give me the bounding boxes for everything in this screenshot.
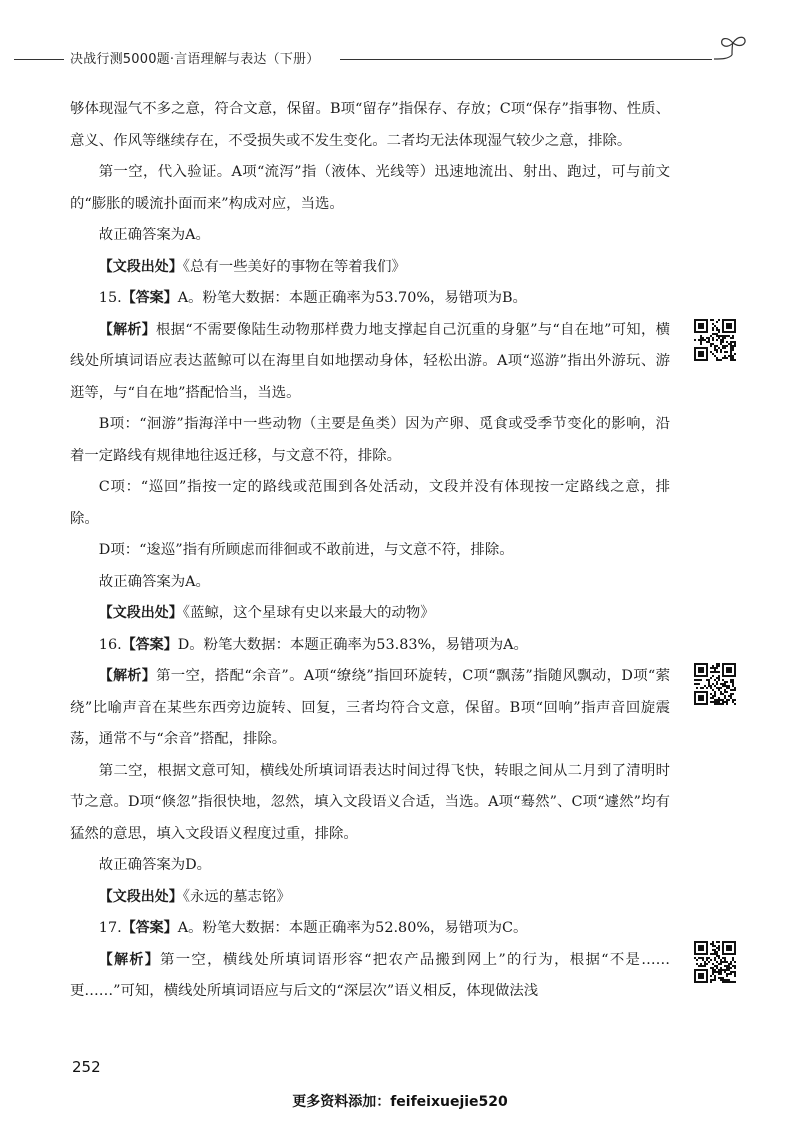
- header-rule-left: [14, 59, 64, 60]
- answer-label: 【答案】: [121, 920, 178, 936]
- answer-text-17: A。粉笔大数据：本题正确率为52.80%，易错项为C。: [177, 920, 528, 936]
- question-number-17: 17.: [98, 920, 122, 936]
- paragraph-conclusion: 故正确答案为A。: [98, 227, 210, 243]
- analysis-text-15: 根据“不需要像陆生动物那样费力地支撑起自己沉重的身躯”与“自在地”可知，横线处所填词语应表达蓝鲸可以在海里自如地摆动身体，轻松出游。A项“巡游”指出外游玩、游逛等，与“自在地”搭配恰当，当选。: [70, 321, 670, 401]
- analysis-label: 【解析】: [98, 951, 161, 968]
- paragraph-conclusion: 故正确答案为D。: [98, 857, 212, 873]
- answer-label: 【答案】: [121, 290, 178, 306]
- source-label: 【文段出处】: [98, 258, 183, 275]
- analysis-label: 【解析】: [98, 321, 156, 338]
- answer-text-15: A。粉笔大数据：本题正确率为53.70%，易错项为B。: [177, 290, 527, 306]
- paragraph-second-blank: 第二空，根据文意可知，横线处所填词语表达时间过得飞快，转眼之间从二月到了清明时节之意。D项“倏忽”指很快地，忽然，填入文段语义合适，当选。A项“蓦然”、C项“遽然”均有猛然的意思，填入文段语义程度过重，排除。: [70, 762, 670, 842]
- analysis-text-16: 第一空，搭配“余音”。A项“缭绕”指回环旋转，C项“飘荡”指随风飘动，D项“萦绕”比喻声音在某些东西旁边旋转、回复，三者均符合文意，保留。B项“回响”指声音回旋震荡，通常不与“余音”搭配，排除。: [70, 668, 670, 747]
- answer-line-17: [70, 913, 670, 945]
- source-line: [70, 252, 670, 284]
- answer-label: 【答案】: [121, 636, 178, 653]
- source-line: [70, 598, 670, 630]
- source-label: 【文段出处】: [98, 888, 183, 905]
- source-line: [70, 882, 670, 914]
- analysis-paragraph-15: [70, 315, 670, 410]
- footer-note: 更多资料添加：feifeixuejie520: [292, 1094, 508, 1110]
- answer-explanations: [70, 94, 670, 1008]
- source-title: 《蓝鲸，这个星球有史以来最大的动物》: [182, 605, 435, 621]
- qr-code-icon[interactable]: [693, 662, 737, 706]
- header-rule-right: [340, 59, 712, 60]
- paragraph-conclusion: 故正确答案为A。: [98, 573, 210, 590]
- option-c-paragraph: C项：“巡回”指按一定的路线或范围到各处活动，文段并没有体现按一定路线之意，排除。: [70, 479, 670, 527]
- qr-code-icon[interactable]: [693, 940, 737, 984]
- sprout-icon: [712, 34, 752, 68]
- source-title: 《总有一些美好的事物在等着我们》: [182, 258, 406, 275]
- answer-line-15: [70, 283, 670, 315]
- page-number: 252: [72, 1058, 101, 1076]
- question-number-15: 15.: [98, 290, 122, 306]
- qr-code-icon[interactable]: [693, 318, 737, 362]
- option-d-paragraph: D项：“逡巡”指有所顾虑而徘徊或不敢前进，与文意不符，排除。: [98, 542, 514, 558]
- analysis-paragraph-16: [70, 661, 670, 756]
- source-label: 【文段出处】: [98, 605, 183, 621]
- answer-text-16: D。粉笔大数据：本题正确率为53.83%，易错项为A。: [177, 636, 528, 653]
- question-number-16: 16.: [98, 636, 122, 653]
- header-title: 决战行测5000题·言语理解与表达（下册）: [70, 52, 320, 67]
- analysis-text-17: 第一空，横线处所填词语形容“把农产品搬到网上”的行为，根据“不是……更……”可知，横线处所填词语应与后文的“深层次”语义相反，体现做法浅: [70, 951, 671, 999]
- analysis-label: 【解析】: [98, 668, 157, 684]
- analysis-paragraph-17: [70, 945, 670, 1008]
- answer-line-16: [70, 630, 670, 662]
- page-header: [0, 26, 800, 66]
- paragraph-continued: 够体现湿气不多之意，符合文意，保留。B项“留存”指保存、存放；C项“保存”指事物、性质、意义、作风等继续存在，不受损失或不发生变化。二者均无法体现湿气较少之意，排除。: [70, 101, 670, 149]
- source-title: 《永远的墓志铭》: [182, 888, 291, 905]
- paragraph-first-blank: 第一空，代入验证。A项“流泻”指（液体、光线等）迅速地流出、射出、跑过，可与前文的“膨胀的暖流扑面而来”构成对应，当选。: [70, 164, 670, 212]
- option-b-paragraph: B项：“洄游”指海洋中一些动物（主要是鱼类）因为产卵、觅食或受季节变化的影响，沿着一定路线有规律地往返迁移，与文意不符，排除。: [70, 416, 670, 464]
